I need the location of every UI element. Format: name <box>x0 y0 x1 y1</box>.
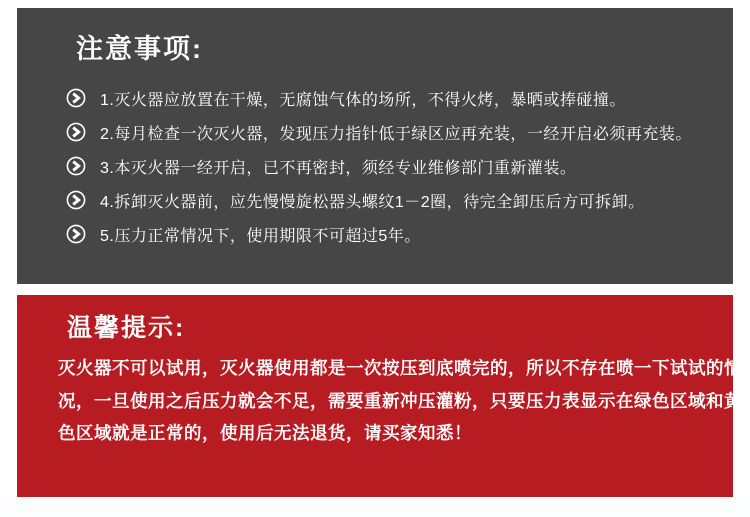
list-item-text: 4.拆卸灭火器前，应先慢慢旋松器头螺纹1－2圈，待完全卸压后方可拆卸。 <box>100 193 645 211</box>
list-item-text: 3.本灭火器一经开启，已不再密封，须经专业维修部门重新灌装。 <box>100 159 577 177</box>
warm-tips-body <box>58 352 742 450</box>
warm-tips-line: 况，一旦使用之后压力就会不足，需要重新冲压灌粉，只要压力表显示在绿色区域和黄 <box>58 390 742 411</box>
warm-tips-line: 色区域就是正常的，使用后无法退货，请买家知悉！ <box>58 423 472 443</box>
page-bottom-margin <box>0 497 750 517</box>
precautions-title: 注意事项: <box>76 34 203 64</box>
list-item <box>66 149 697 183</box>
circle-arrow-right-icon <box>66 122 86 142</box>
list-item <box>66 183 697 217</box>
list-item-text: 1.灭火器应放置在干燥，无腐蚀气体的场所，不得火烤，暴晒或捧碰撞。 <box>100 91 626 109</box>
precautions-section <box>17 8 733 284</box>
circle-arrow-right-icon <box>66 156 86 176</box>
circle-arrow-right-icon <box>66 190 86 210</box>
circle-arrow-right-icon <box>66 224 86 244</box>
warm-tips-title: 温馨提示: <box>67 314 186 342</box>
warm-tips-section <box>17 295 742 497</box>
circle-arrow-right-icon <box>66 88 86 108</box>
list-item <box>66 81 697 115</box>
warm-tips-line: 灭火器不可以试用，灭火器使用都是一次按压到底喷完的，所以不存在喷一下试试的情 <box>58 358 742 378</box>
precautions-list <box>66 81 697 251</box>
list-item-text: 5.压力正常情况下，使用期限不可超过5年。 <box>100 227 421 245</box>
list-item <box>66 115 697 149</box>
list-item <box>66 217 697 251</box>
list-item-text: 2.每月检查一次灭火器，发现压力指针低于绿区应再充装，一经开启必须再充装。 <box>100 125 692 143</box>
